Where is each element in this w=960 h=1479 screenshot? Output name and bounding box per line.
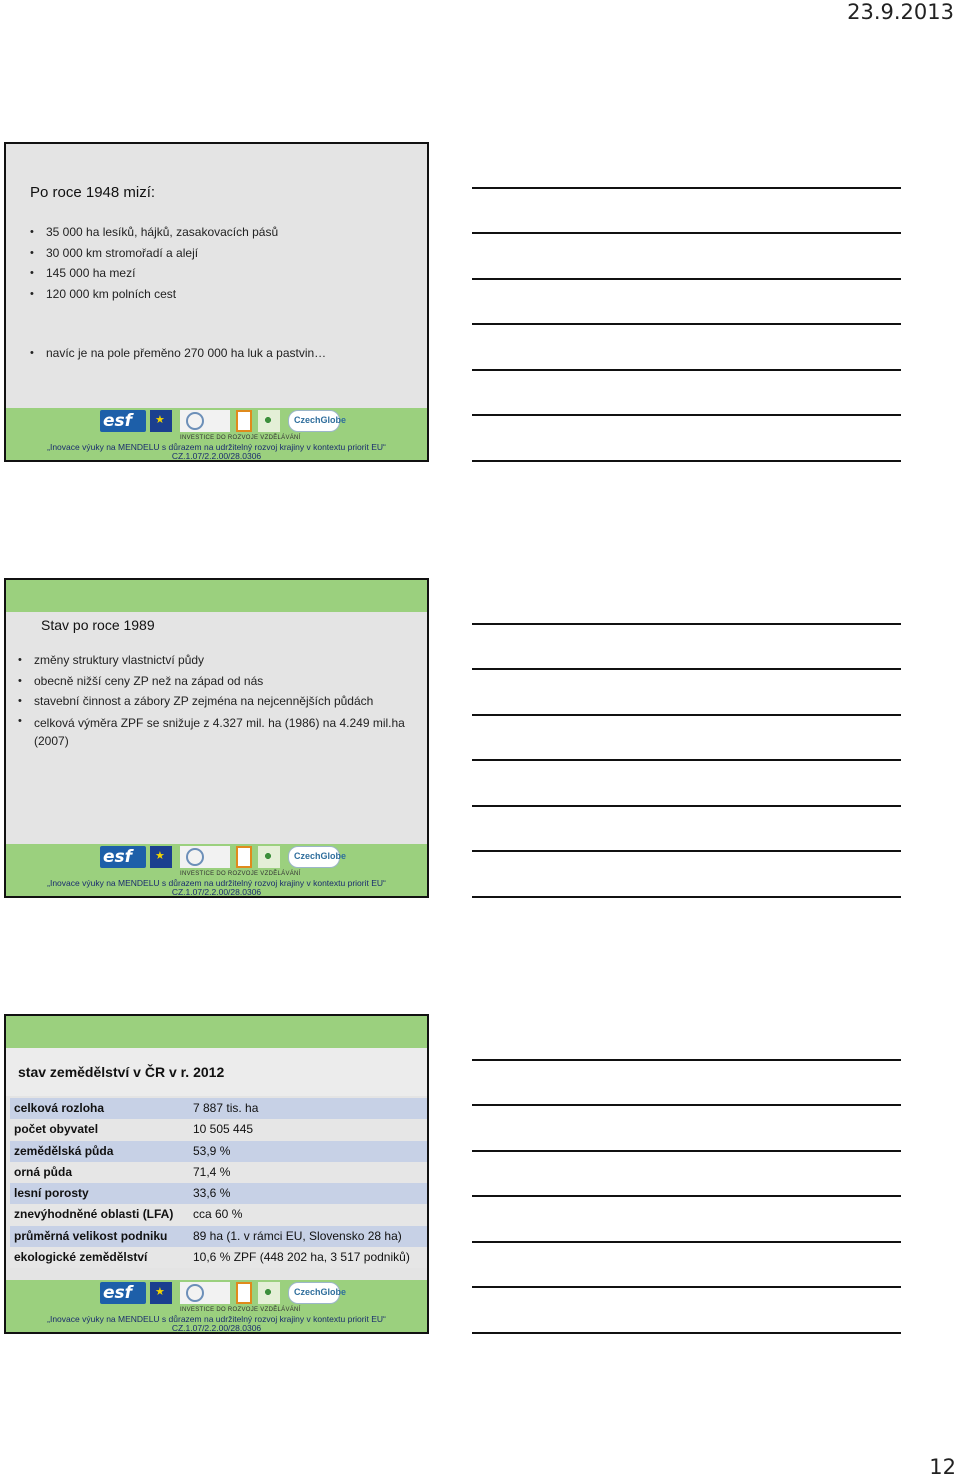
bullet-item: • 120 000 km polních cest <box>30 284 278 305</box>
esf-logo-icon: esf <box>100 410 146 432</box>
bullet-item: • navíc je na pole přeměno 270 000 ha luk a pastvin… <box>30 343 326 363</box>
esf-logo-icon: esf <box>100 846 146 868</box>
note-line <box>472 1286 901 1288</box>
op-logo-icon <box>236 846 252 868</box>
table-row <box>10 1247 429 1268</box>
note-line <box>472 414 901 416</box>
note-line <box>472 896 901 898</box>
table-value: 71,4 % <box>193 1164 231 1179</box>
table-key: celková rozloha <box>14 1101 105 1115</box>
table-value: 33,6 % <box>193 1186 231 1201</box>
note-line <box>472 460 901 462</box>
eu-flag-icon <box>150 410 172 432</box>
bullet-item: • obecně nižší ceny ZP než na západ od nás <box>18 671 418 692</box>
table-key: počet obyvatel <box>14 1122 99 1137</box>
footer-project-code: CZ.1.07/2.2.00/28.0306 <box>171 1323 262 1333</box>
logo-subtitle: INVESTICE DO ROZVOJE VZDĚLÁVÁNÍ <box>180 871 301 877</box>
note-line <box>472 1332 901 1334</box>
table-key: ekologické zemědělství <box>14 1250 148 1265</box>
ministry-logo-icon <box>180 846 230 868</box>
czechglobe-logo-icon: CzechGlobe <box>288 1282 340 1304</box>
czechglobe-logo-icon: CzechGlobe <box>288 410 340 432</box>
bullet-item: • 30 000 km stromořadí a alejí <box>30 243 278 264</box>
bullet-item: • 35 000 ha lesíků, hájků, zasakovacích pásů <box>30 222 278 243</box>
table-value: 7 887 tis. ha <box>193 1101 259 1115</box>
bullet-item: • stavební činnost a zábory ZP zejména na nejcennějších půdách <box>18 691 418 712</box>
table-key: lesní porosty <box>14 1186 89 1201</box>
note-line <box>472 1104 901 1106</box>
bullet-item: • změny struktury vlastnictví půdy <box>18 650 418 671</box>
ministry-logo-icon <box>180 410 230 432</box>
slide-1 <box>4 142 429 462</box>
footer-project-code: CZ.1.07/2.2.00/28.0306 <box>171 887 262 897</box>
note-line <box>472 850 901 852</box>
footer-project-text: „Inovace výuky na MENDELU s důrazem na udržitelný rozvoj krajiny v kontextu priorit EU“ <box>47 878 386 888</box>
bullet-list <box>30 222 278 305</box>
note-line <box>472 623 901 625</box>
table-row <box>10 1098 429 1119</box>
page-number: 12 <box>929 1455 956 1479</box>
table-row <box>10 1204 429 1225</box>
note-line <box>472 759 901 761</box>
region-logo-icon <box>258 1282 280 1304</box>
note-line <box>472 369 901 371</box>
note-line <box>472 1195 901 1197</box>
slide-header-band <box>6 580 427 612</box>
table-key: znevýhodněné oblasti (LFA) <box>14 1207 174 1222</box>
note-line <box>472 187 901 189</box>
bullet-list <box>18 650 418 750</box>
czechglobe-logo-icon: CzechGlobe <box>288 846 340 868</box>
table-key: průměrná velikost podniku <box>14 1228 168 1243</box>
eu-flag-icon <box>150 846 172 868</box>
logo-row <box>100 846 347 877</box>
table-value: 89 ha (1. v rámci EU, Slovensko 28 ha) <box>193 1228 402 1243</box>
slide-title: stav zemědělství v ČR v r. 2012 <box>18 1064 225 1080</box>
slide-header-band <box>6 1016 427 1048</box>
ministry-logo-icon <box>180 1282 230 1304</box>
note-line <box>472 323 901 325</box>
note-line <box>472 1241 901 1243</box>
op-logo-icon <box>236 1282 252 1304</box>
table-row <box>10 1141 429 1162</box>
bullet-item: • 145 000 ha mezí <box>30 263 278 284</box>
stats-table <box>10 1098 429 1268</box>
note-line <box>472 278 901 280</box>
slide-footer <box>6 408 427 460</box>
note-line <box>472 714 901 716</box>
note-line <box>472 668 901 670</box>
logo-row <box>100 1282 347 1313</box>
esf-logo-icon: esf <box>100 1282 146 1304</box>
region-logo-icon <box>258 410 280 432</box>
table-value: 10,6 % ZPF (448 202 ha, 3 517 podniků) <box>193 1250 410 1265</box>
table-row <box>10 1119 429 1140</box>
slide-footer <box>6 1280 427 1332</box>
table-row <box>10 1162 429 1183</box>
logo-subtitle: INVESTICE DO ROZVOJE VZDĚLÁVÁNÍ <box>180 435 301 441</box>
logo-subtitle: INVESTICE DO ROZVOJE VZDĚLÁVÁNÍ <box>180 1307 301 1313</box>
table-value: 53,9 % <box>193 1143 231 1158</box>
footer-project-code: CZ.1.07/2.2.00/28.0306 <box>171 451 262 461</box>
slide-title: Po roce 1948 mizí: <box>30 184 156 201</box>
table-key: orná půda <box>14 1164 73 1179</box>
note-line <box>472 805 901 807</box>
bullet-list-extra <box>30 343 326 363</box>
table-row <box>10 1226 429 1247</box>
table-value: 10 505 445 <box>193 1122 254 1137</box>
table-value: cca 60 % <box>193 1207 243 1222</box>
table-key: zemědělská půda <box>14 1143 114 1158</box>
bullet-item: • celková výměra ZPF se snižuje z 4.327 mil. ha (1986) na 4.249 mil.ha (2007) <box>18 712 418 750</box>
slide-2 <box>4 578 429 898</box>
table-row <box>10 1183 429 1204</box>
slide-title: Stav po roce 1989 <box>41 617 155 633</box>
eu-flag-icon <box>150 1282 172 1304</box>
op-logo-icon <box>236 410 252 432</box>
footer-project-text: „Inovace výuky na MENDELU s důrazem na udržitelný rozvoj krajiny v kontextu priorit EU“ <box>47 442 386 452</box>
slide-footer <box>6 844 427 896</box>
region-logo-icon <box>258 846 280 868</box>
note-line <box>472 1059 901 1061</box>
logo-row <box>100 410 347 441</box>
slide-3 <box>4 1014 429 1334</box>
footer-project-text: „Inovace výuky na MENDELU s důrazem na udržitelný rozvoj krajiny v kontextu priorit EU“ <box>47 1314 386 1324</box>
note-line <box>472 1150 901 1152</box>
header-date: 23.9.2013 <box>847 0 954 24</box>
note-line <box>472 232 901 234</box>
